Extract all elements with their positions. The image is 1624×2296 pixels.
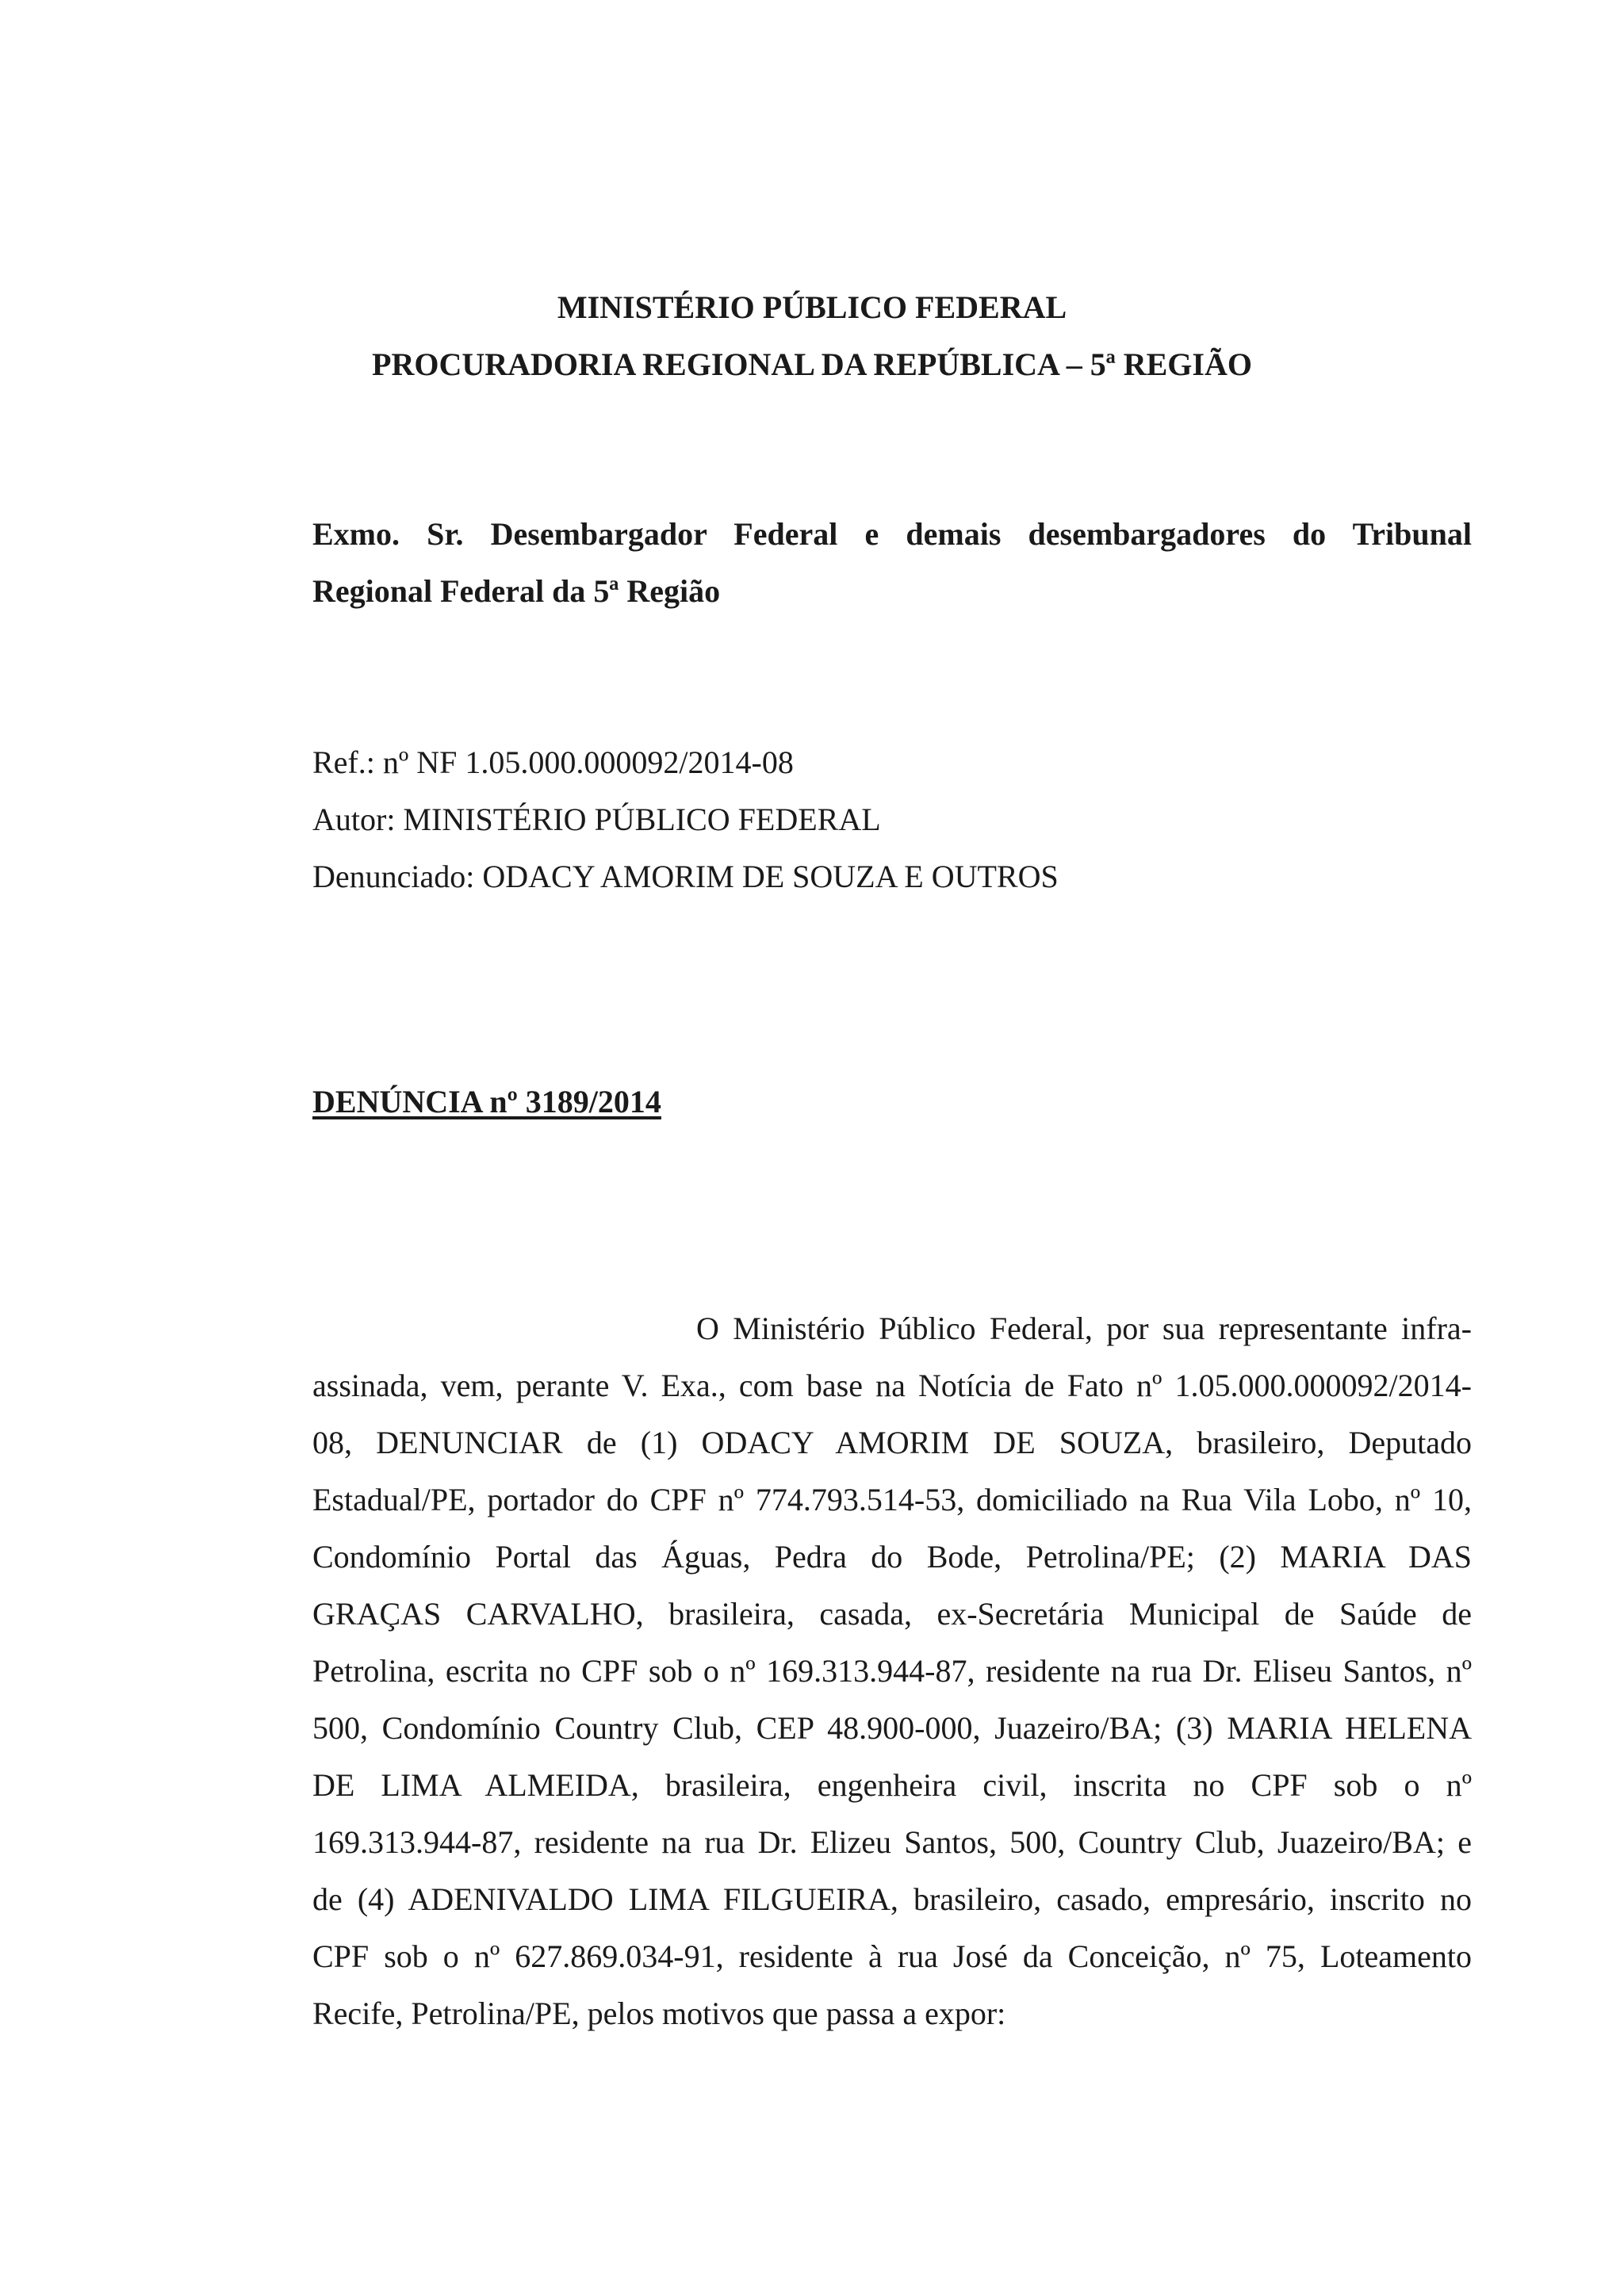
document-title: DENÚNCIA nº 3189/2014: [312, 1084, 661, 1119]
body-line: de (4) ADENIVALDO LIMA FILGUEIRA, brasileiro, casado, empresário, inscrito no: [312, 1881, 1472, 1917]
header-procuradoria: PROCURADORIA REGIONAL DA REPÚBLICA – 5ª REGIÃO: [372, 346, 1252, 382]
addressee-line-2: Regional Federal da 5ª Região: [312, 573, 721, 609]
body-line: Petrolina, escrita no CPF sob o nº 169.313.944-87, residente na rua Dr. Eliseu Santos, nº: [312, 1653, 1472, 1689]
body-line: assinada, vem, perante V. Exa., com base na Notícia de Fato nº 1.05.000.000092/2014-: [312, 1368, 1472, 1403]
reference-number: Ref.: nº NF 1.05.000.000092/2014-08: [312, 744, 794, 780]
body-line: O Ministério Público Federal, por sua representante infra-: [696, 1311, 1472, 1346]
body-line: 500, Condomínio Country Club, CEP 48.900-000, Juazeiro/BA; (3) MARIA HELENA: [312, 1710, 1472, 1746]
body-line: GRAÇAS CARVALHO, brasileira, casada, ex-Secretária Municipal de Saúde de: [312, 1596, 1472, 1632]
body-line: DE LIMA ALMEIDA, brasileira, engenheira civil, inscrita no CPF sob o nº: [312, 1767, 1472, 1803]
body-line: 08, DENUNCIAR de (1) ODACY AMORIM DE SOUZA, brasileiro, Deputado: [312, 1425, 1472, 1460]
reference-autor: Autor: MINISTÉRIO PÚBLICO FEDERAL: [312, 802, 881, 837]
reference-denunciado: Denunciado: ODACY AMORIM DE SOUZA E OUTROS: [312, 859, 1059, 894]
body-line: Estadual/PE, portador do CPF nº 774.793.514-53, domiciliado na Rua Vila Lobo, nº 10,: [312, 1482, 1472, 1517]
body-line: CPF sob o nº 627.869.034-91, residente à rua José da Conceição, nº 75, Loteamento: [312, 1938, 1472, 1974]
body-line: Recife, Petrolina/PE, pelos motivos que passa a expor:: [312, 1996, 1006, 2031]
body-line: 169.313.944-87, residente na rua Dr. Elizeu Santos, 500, Country Club, Juazeiro/BA; e: [312, 1824, 1472, 1860]
header-institution: MINISTÉRIO PÚBLICO FEDERAL: [557, 289, 1067, 325]
addressee-line-1: Exmo. Sr. Desembargador Federal e demais desembargadores do Tribunal: [312, 516, 1472, 552]
body-line: Condomínio Portal das Águas, Pedra do Bode, Petrolina/PE; (2) MARIA DAS: [312, 1539, 1472, 1575]
